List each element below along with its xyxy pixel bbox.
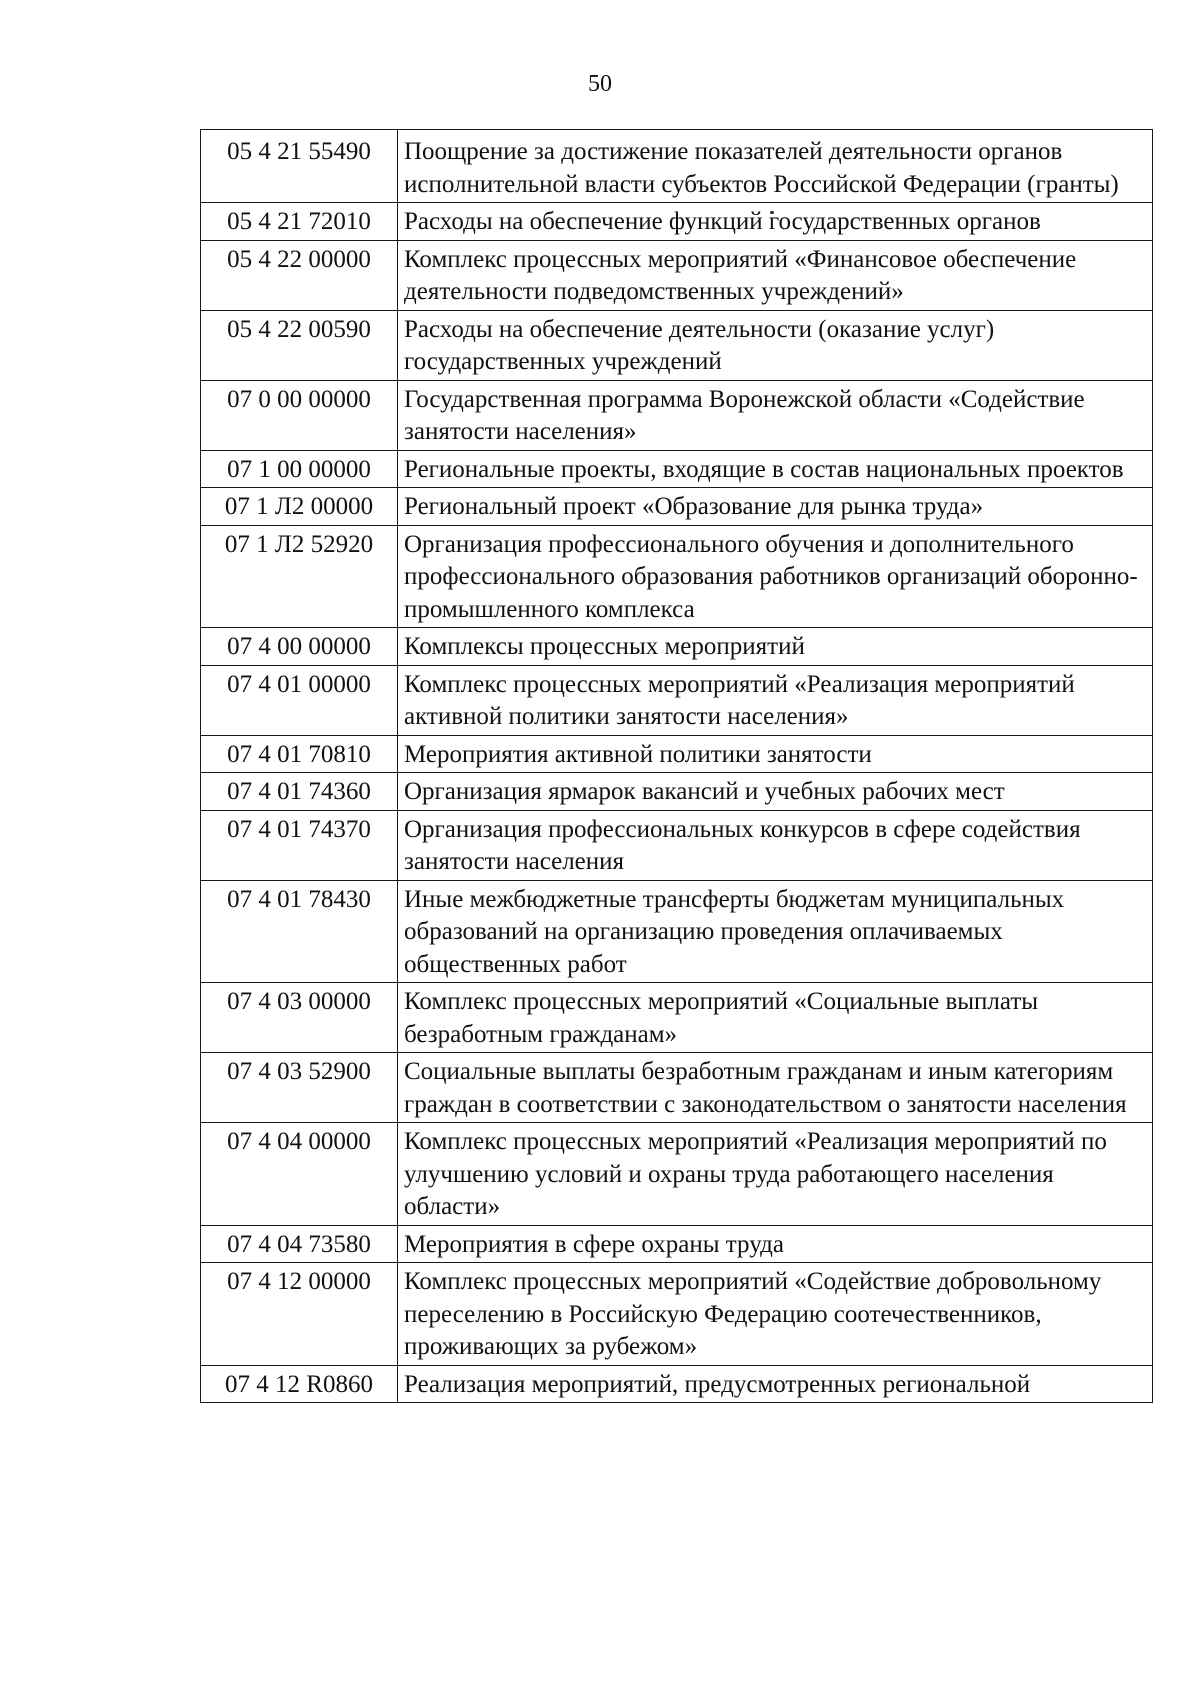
table-row — [201, 880, 1153, 983]
row-description: Мероприятия в сфере охраны труда — [398, 1225, 1153, 1263]
row-code: 07 4 12 R0860 — [201, 1365, 398, 1403]
table-row — [201, 735, 1153, 773]
table-row — [201, 810, 1153, 880]
row-description: Мероприятия активной политики занятости — [398, 735, 1153, 773]
row-description: Реализация мероприятий, предусмотренных региональной — [398, 1365, 1153, 1403]
table-row — [201, 1365, 1153, 1403]
table-row — [201, 240, 1153, 310]
page-number: 50 — [588, 71, 612, 97]
row-description: Комплекс процессных мероприятий «Социальные выплаты безработным гражданам» — [398, 983, 1153, 1053]
table-row — [201, 1263, 1153, 1366]
row-code: 07 1 00 00000 — [201, 450, 398, 488]
table-row — [201, 488, 1153, 526]
table-row — [201, 310, 1153, 380]
row-code: 07 4 12 00000 — [201, 1263, 398, 1366]
row-code: 07 1 Л2 52920 — [201, 525, 398, 628]
budget-classification-table — [200, 129, 1153, 1403]
row-description: Организация профессиональных конкурсов в сфере содействия занятости населения — [398, 810, 1153, 880]
row-description: Расходы на обеспечение функций государственных органов — [398, 203, 1153, 241]
row-code: 07 4 01 74370 — [201, 810, 398, 880]
table-row — [201, 665, 1153, 735]
row-code: 07 4 00 00000 — [201, 628, 398, 666]
row-code: 07 0 00 00000 — [201, 380, 398, 450]
row-code: 07 1 Л2 00000 — [201, 488, 398, 526]
table-row — [201, 1225, 1153, 1263]
row-description: Социальные выплаты безработным гражданам и иным категориям граждан в соответствии с законодательством о занятости населения — [398, 1053, 1153, 1123]
row-code: 07 4 03 52900 — [201, 1053, 398, 1123]
row-code: 07 4 01 78430 — [201, 880, 398, 983]
row-code: 05 4 22 00590 — [201, 310, 398, 380]
row-description: Организация ярмарок вакансий и учебных рабочих мест — [398, 773, 1153, 811]
row-description: Региональные проекты, входящие в состав национальных проектов — [398, 450, 1153, 488]
row-description: Иные межбюджетные трансферты бюджетам муниципальных образований на организацию проведения оплачиваемых общественных работ — [398, 880, 1153, 983]
row-description: Организация профессионального обучения и дополнительного профессионального образования работников организаций оборонно-промышленного комплекса — [398, 525, 1153, 628]
row-description: Расходы на обеспечение деятельности (оказание услуг) государственных учреждений — [398, 310, 1153, 380]
table-row — [201, 628, 1153, 666]
row-code: 07 4 04 73580 — [201, 1225, 398, 1263]
table-row — [201, 525, 1153, 628]
row-description: Комплекс процессных мероприятий «Реализация мероприятий по улучшению условий и охраны труда работающего населения области» — [398, 1123, 1153, 1226]
table-row — [201, 450, 1153, 488]
table-row — [201, 380, 1153, 450]
row-code: 07 4 01 70810 — [201, 735, 398, 773]
table-row — [201, 203, 1153, 241]
row-code: 05 4 21 72010 — [201, 203, 398, 241]
row-description: Комплекс процессных мероприятий «Реализация мероприятий активной политики занятости населения» — [398, 665, 1153, 735]
table-body — [201, 130, 1153, 1403]
row-description: Комплекс процессных мероприятий «Содействие добровольному переселению в Российскую Федерацию соотечественников, проживающих за рубежом» — [398, 1263, 1153, 1366]
row-code: 07 4 01 00000 — [201, 665, 398, 735]
table-row — [201, 983, 1153, 1053]
row-description: Комплекс процессных мероприятий «Финансовое обеспечение деятельности подведомственных учреждений» — [398, 240, 1153, 310]
row-description: Государственная программа Воронежской области «Содействие занятости населения» — [398, 380, 1153, 450]
table-row — [201, 1123, 1153, 1226]
row-description: Комплексы процессных мероприятий — [398, 628, 1153, 666]
row-description: Региональный проект «Образование для рынка труда» — [398, 488, 1153, 526]
row-description: Поощрение за достижение показателей деятельности органов исполнительной власти субъектов Российской Федерации (гранты) — [398, 130, 1153, 203]
table-row — [201, 1053, 1153, 1123]
row-code: 07 4 01 74360 — [201, 773, 398, 811]
table-row — [201, 773, 1153, 811]
row-code: 05 4 21 55490 — [201, 130, 398, 203]
table-row — [201, 130, 1153, 203]
row-code: 07 4 03 00000 — [201, 983, 398, 1053]
row-code: 07 4 04 00000 — [201, 1123, 398, 1226]
row-code: 05 4 22 00000 — [201, 240, 398, 310]
